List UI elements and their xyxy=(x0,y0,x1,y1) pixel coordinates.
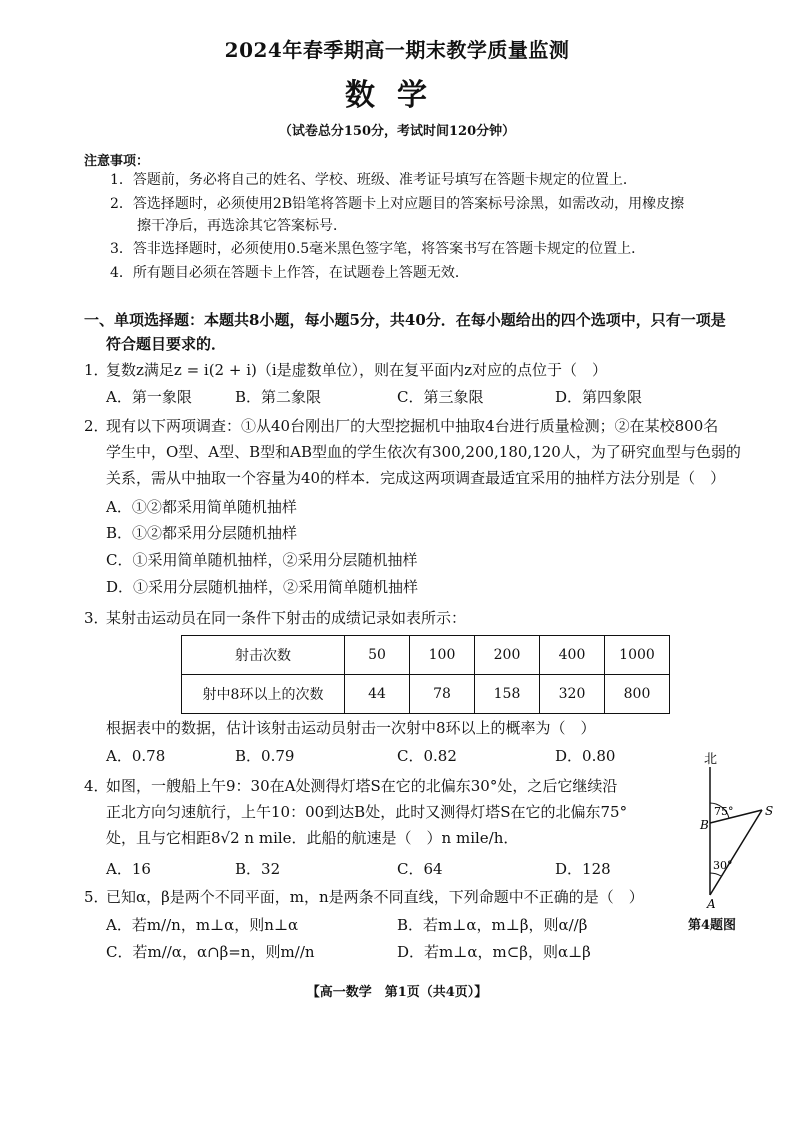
table-cell: 320 xyxy=(540,675,605,714)
question-text: 某射击运动员在同一条件下射击的成绩记录如表所示： xyxy=(106,609,467,627)
question-text: 处，且与它相距8√2 n mile．此船的航速是（ ）n mile/h． xyxy=(106,829,519,847)
option-c: C．①采用简单随机抽样，②采用分层随机抽样 xyxy=(106,551,418,569)
note-item: 1．答题前，务必将自己的姓名、学校、班级、准考证号填写在答题卡规定的位置上． xyxy=(110,172,637,188)
question-5 xyxy=(84,884,684,910)
point-b-label: B xyxy=(700,818,709,832)
north-label: 北 xyxy=(704,752,718,767)
note-item: 擦干净后，再选涂其它答案标号． xyxy=(137,218,347,234)
score-table xyxy=(181,635,670,714)
option-a: A．16 xyxy=(106,860,151,878)
angle-label-75: 75° xyxy=(714,805,734,818)
option-d: D．128 xyxy=(555,860,611,878)
subject-title: 数学 xyxy=(345,78,449,113)
question-2 xyxy=(84,413,756,491)
question-text: 已知α，β是两个不同平面，m，n是两条不同直线，下列命题中不正确的是（ ） xyxy=(106,888,644,906)
angle-arc-30 xyxy=(710,873,721,876)
option-a: A．0.78 xyxy=(106,747,166,765)
option-a: A．第一象限 xyxy=(106,388,192,406)
option-b: B．第二象限 xyxy=(235,388,322,406)
exam-title: 2024年春季期高一期末教学质量监测 xyxy=(224,38,570,62)
page-footer: 【高一数学 第1页（共4页）】 xyxy=(306,985,488,1000)
table-cell: 200 xyxy=(475,636,540,675)
question-1 xyxy=(84,357,756,383)
question-text: 如图，一艘船上午9：30在A处测得灯塔S在它的北偏东30°处，之后它继续沿 xyxy=(106,777,618,795)
question-number: 2． xyxy=(84,417,109,435)
note-item: 3．答非选择题时，必须使用0.5毫米黑色签字笔，将答案书写在答题卡规定的位置上． xyxy=(110,241,646,257)
exam-info: （试卷总分150分，考试时间120分钟） xyxy=(278,124,516,139)
table-cell: 50 xyxy=(345,636,410,675)
question-text: 关系，需从中抽取一个容量为40的样本．完成这两项调查最适宜采用的抽样方法分别是（ ） xyxy=(106,469,726,487)
note-item: 2．答选择题时，必须使用2B铅笔将答题卡上对应题目的答案标号涂黑，如需改动，用橡皮擦 xyxy=(110,196,685,212)
option-d: D．0.80 xyxy=(555,747,616,765)
notes-heading: 注意事项： xyxy=(84,154,150,169)
figure-caption: 第4题图 xyxy=(688,918,737,933)
option-d: D．若m⊥α，m⊂β，则α⊥β xyxy=(397,943,591,961)
option-b: B．①②都采用分层随机抽样 xyxy=(106,524,298,542)
option-d: D．①采用分层随机抽样，②采用简单随机抽样 xyxy=(106,578,419,596)
option-d: D．第四象限 xyxy=(555,388,643,406)
question-text: 正北方向匀速航行，上午10：00到达B处，此时又测得灯塔S在它的北偏东75° xyxy=(106,803,628,821)
table-cell: 158 xyxy=(475,675,540,714)
point-a-label: A xyxy=(707,897,716,911)
table-row xyxy=(182,675,670,714)
section-heading-line: 一、单项选择题：本题共8小题，每小题5分，共40分．在每小题给出的四个选项中，只有一项是 xyxy=(84,311,726,329)
question-3 xyxy=(84,605,756,631)
section-heading-line: 符合题目要求的． xyxy=(106,335,227,353)
option-a: A．若m//n，m⊥α，则n⊥α xyxy=(106,916,299,934)
point-s-label: S xyxy=(765,804,774,818)
table-cell: 44 xyxy=(345,675,410,714)
note-item: 4．所有题目必须在答题卡上作答，在试题卷上答题无效． xyxy=(110,265,469,281)
navigation-figure xyxy=(690,745,790,920)
question-text: 根据表中的数据，估计该射击运动员射击一次射中8环以上的概率为（ ） xyxy=(106,719,596,737)
question-text: 学生中，O型、A型、B型和AB型血的学生依次有300,200,180,120人，为了研究血型与色弱的 xyxy=(106,443,741,461)
option-a: A．①②都采用简单随机抽样 xyxy=(106,498,297,516)
option-b: B．32 xyxy=(235,860,281,878)
angle-label-30: 30° xyxy=(713,859,733,872)
table-header-cell: 射中8环以上的次数 xyxy=(182,675,345,714)
table-cell: 400 xyxy=(540,636,605,675)
question-4 xyxy=(84,773,684,851)
table-cell: 78 xyxy=(410,675,475,714)
question-number: 1． xyxy=(84,361,109,379)
line-a-s xyxy=(710,810,762,895)
question-number: 5． xyxy=(84,888,109,906)
table-cell: 100 xyxy=(410,636,475,675)
option-b: B．0.79 xyxy=(235,747,295,765)
table-cell: 800 xyxy=(605,675,670,714)
table-row xyxy=(182,636,670,675)
option-c: C．64 xyxy=(397,860,443,878)
option-c: C．若m//α，α∩β=n，则m//n xyxy=(106,943,315,961)
table-header-cell: 射击次数 xyxy=(182,636,345,675)
section-heading xyxy=(84,308,756,356)
option-c: C．第三象限 xyxy=(397,388,484,406)
option-b: B．若m⊥α，m⊥β，则α//β xyxy=(397,916,588,934)
question-number: 4． xyxy=(84,777,109,795)
question-text: 现有以下两项调查：①从40台刚出厂的大型挖掘机中抽取4台进行质量检测；②在某校800名 xyxy=(106,417,719,435)
question-number: 3． xyxy=(84,609,109,627)
table-cell: 1000 xyxy=(605,636,670,675)
question-text: 复数z满足z = i(2 + i)（i是虚数单位），则在复平面内z对应的点位于（ ） xyxy=(106,361,608,379)
option-c: C．0.82 xyxy=(397,747,457,765)
